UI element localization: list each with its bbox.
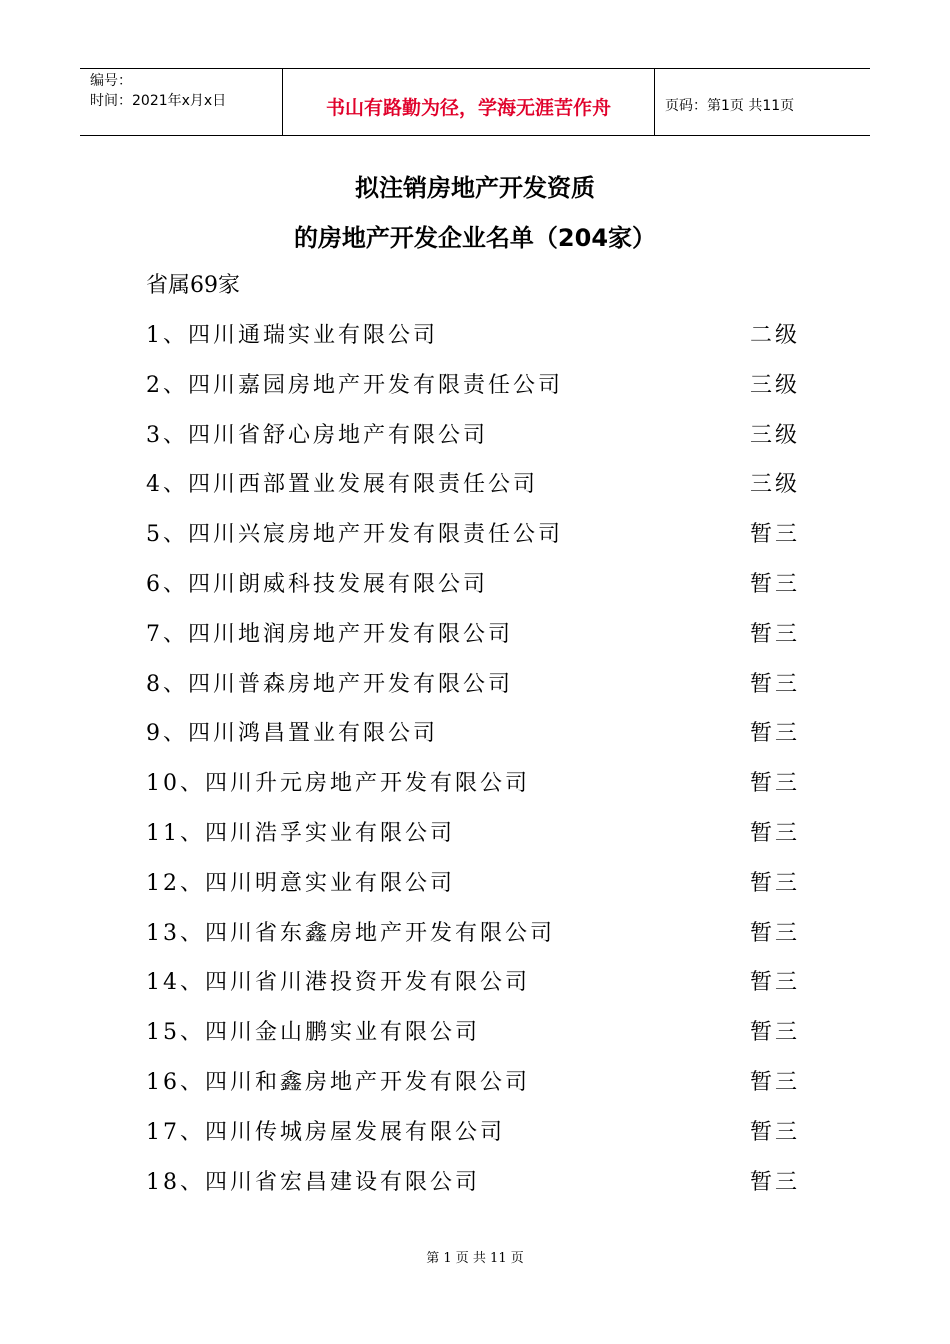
list-item <box>146 467 806 517</box>
company-name: 14、四川省川港投资开发有限公司 <box>146 970 530 996</box>
document-title-line-2: 的房地产开发企业名单（204家） <box>293 224 657 252</box>
company-grade: 暂三 <box>750 522 801 548</box>
company-grade: 暂三 <box>750 721 801 747</box>
list-item <box>146 318 806 368</box>
list-item <box>146 1065 806 1115</box>
serial-number-label: 编号： <box>90 73 132 89</box>
company-grade: 暂三 <box>750 571 801 597</box>
list-item <box>146 517 806 567</box>
company-name: 11、四川浩孚实业有限公司 <box>146 820 455 846</box>
section-label: 省属69家 <box>146 273 240 298</box>
list-item <box>146 965 806 1015</box>
company-name: 6、四川朗威科技发展有限公司 <box>146 571 488 597</box>
company-name: 18、四川省宏昌建设有限公司 <box>146 1169 480 1195</box>
list-item <box>146 716 806 766</box>
company-grade: 暂三 <box>750 1020 801 1046</box>
company-grade: 三级 <box>750 372 801 398</box>
list-item <box>146 1165 806 1215</box>
company-name: 4、四川西部置业发展有限责任公司 <box>146 472 538 498</box>
list-item <box>146 1115 806 1165</box>
page-footer: 第 1 页 共 11 页 <box>426 1251 524 1266</box>
company-name: 8、四川普森房地产开发有限公司 <box>146 671 513 697</box>
company-grade: 暂三 <box>750 671 801 697</box>
company-name: 15、四川金山鹏实业有限公司 <box>146 1020 480 1046</box>
header-page-info: 页码：第1页 共11页 <box>665 98 795 114</box>
list-item <box>146 816 806 866</box>
company-grade: 三级 <box>750 472 801 498</box>
company-grade: 暂三 <box>750 970 801 996</box>
header-page-cell <box>655 69 870 135</box>
company-name: 17、四川传城房屋发展有限公司 <box>146 1119 505 1145</box>
company-name: 2、四川嘉园房地产开发有限责任公司 <box>146 372 563 398</box>
company-name: 13、四川省东鑫房地产开发有限公司 <box>146 920 555 946</box>
header-motto-cell <box>282 69 655 135</box>
document-title-line-1: 拟注销房地产开发资质 <box>355 174 595 202</box>
header-meta-cell <box>80 69 282 135</box>
company-grade: 暂三 <box>750 1119 801 1145</box>
company-name: 16、四川和鑫房地产开发有限公司 <box>146 1069 530 1095</box>
list-item <box>146 617 806 667</box>
company-name: 12、四川明意实业有限公司 <box>146 870 455 896</box>
company-grade: 暂三 <box>750 1169 801 1195</box>
company-name: 1、四川通瑞实业有限公司 <box>146 323 438 348</box>
company-grade: 二级 <box>750 323 801 348</box>
list-item <box>146 567 806 617</box>
company-name: 3、四川省舒心房地产有限公司 <box>146 422 488 448</box>
list-item <box>146 766 806 816</box>
list-item <box>146 667 806 717</box>
company-name: 9、四川鸿昌置业有限公司 <box>146 721 438 747</box>
company-grade: 暂三 <box>750 621 801 647</box>
company-list <box>146 318 806 1214</box>
company-grade: 暂三 <box>750 820 801 846</box>
company-grade: 暂三 <box>750 920 801 946</box>
date-label: 时间：2021年x月x日 <box>90 93 227 109</box>
list-item <box>146 368 806 418</box>
page-header <box>80 68 870 136</box>
company-grade: 暂三 <box>750 870 801 896</box>
company-name: 5、四川兴宸房地产开发有限责任公司 <box>146 522 563 548</box>
list-item <box>146 866 806 916</box>
header-motto: 书山有路勤为径，学海无涯苦作舟 <box>325 97 611 119</box>
company-grade: 暂三 <box>750 771 801 797</box>
company-grade: 暂三 <box>750 1069 801 1095</box>
list-item <box>146 1015 806 1065</box>
company-name: 10、四川升元房地产开发有限公司 <box>146 771 530 797</box>
company-grade: 三级 <box>750 422 801 448</box>
list-item <box>146 418 806 468</box>
company-name: 7、四川地润房地产开发有限公司 <box>146 621 513 647</box>
list-item <box>146 916 806 966</box>
